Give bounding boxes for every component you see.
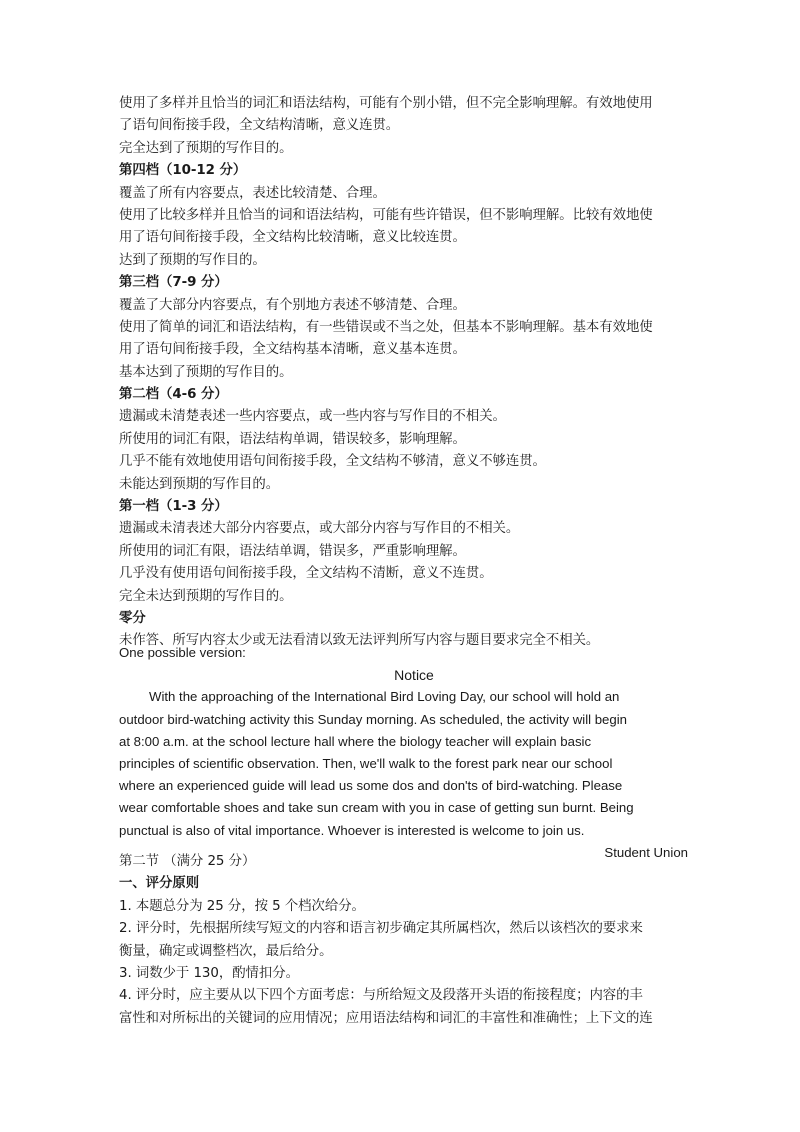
- notice-line: punctual is also of vital importance. Whoever is interested is welcome to join us.: [119, 822, 585, 838]
- notice-line: wear comfortable shoes and take sun cream with you in case of getting sun burnt. Being: [119, 800, 634, 816]
- section2-subheading: 一、评分原则: [119, 876, 200, 892]
- grading-criteria: [119, 93, 689, 653]
- sample-version: [119, 642, 689, 864]
- criteria-line: 覆盖了大部分内容要点，有个别地方表述不够清楚、合理。: [119, 297, 466, 313]
- criteria-line: 未能达到预期的写作目的。: [119, 476, 280, 492]
- section2-heading: 第二节 （满分 25 分）: [119, 854, 256, 869]
- notice-title: Notice: [394, 667, 434, 684]
- criteria-line: 基本达到了预期的写作目的。: [119, 364, 293, 380]
- criteria-line: 完全达到了预期的写作目的。: [119, 140, 293, 156]
- grade4-heading: 第四档（10-12 分）: [119, 163, 247, 179]
- rule-line: 衡量，确定或调整档次，最后给分。: [119, 943, 333, 959]
- criteria-line: 未作答、所写内容太少或无法看清以致无法评判所写内容与题目要求完全不相关。: [119, 633, 600, 649]
- rule-line: 富性和对所标出的关键词的应用情况；应用语法结构和词汇的丰富性和准确性；上下文的连: [119, 1010, 653, 1026]
- notice-line: at 8:00 a.m. at the school lecture hall where the biology teacher will explain basic: [119, 733, 592, 749]
- criteria-line: 所使用的词汇有限，语法结单调，错误多，严重影响理解。: [119, 543, 466, 559]
- criteria-line: 遗漏或未清表述大部分内容要点，或大部分内容与写作目的不相关。: [119, 521, 520, 537]
- criteria-line: 遗漏或未清楚表述一些内容要点，或一些内容与写作目的不相关。: [119, 409, 506, 425]
- criteria-line: 覆盖了所有内容要点，表述比较清楚、合理。: [119, 185, 386, 201]
- sample-intro: One possible version:: [119, 645, 246, 660]
- notice-line: principles of scientific observation. Then, we'll walk to the forest park near our school: [119, 755, 613, 771]
- criteria-line: 使用了比较多样并且恰当的词和语法结构，可能有些许错误，但不影响理解。比较有效地使: [119, 207, 653, 223]
- notice-line: outdoor bird-watching activity this Sunday morning. As scheduled, the activity will begin: [119, 711, 627, 727]
- rule-line: 2. 评分时，先根据所续写短文的内容和语言初步确定其所属档次，然后以该档次的要求来: [119, 921, 643, 937]
- notice-line: With the approaching of the International Bird Loving Day, our school will hold an: [149, 689, 620, 705]
- criteria-line: 用了语句间衔接手段，全文结构比较清晰，意义比较连贯。: [119, 230, 466, 246]
- notice-signature: Student Union: [604, 844, 688, 860]
- criteria-line: 使用了多样并且恰当的词汇和语法结构，可能有个别小错，但不完全影响理解。有效地使用: [119, 96, 653, 111]
- rule-line: 1. 本题总分为 25 分，按 5 个档次给分。: [119, 898, 365, 914]
- criteria-line: 几乎不能有效地使用语句间衔接手段，全文结构不够清，意义不够连贯。: [119, 454, 546, 470]
- criteria-line: 了语句间衔接手段，全文结构清晰，意义连贯。: [119, 118, 400, 134]
- section2: [119, 851, 689, 1030]
- criteria-line: 所使用的词汇有限，语法结构单调，错误较多，影响理解。: [119, 431, 466, 447]
- grade1-heading: 第一档（1-3 分）: [119, 499, 228, 515]
- grade2-heading: 第二档（4-6 分）: [119, 387, 228, 403]
- grade3-heading: 第三档（7-9 分）: [119, 275, 228, 291]
- criteria-line: 达到了预期的写作目的。: [119, 252, 266, 268]
- notice-line: where an experienced guide will lead us some dos and don'ts of bird-watching. Please: [119, 778, 623, 794]
- grade0-heading: 零分: [119, 610, 146, 626]
- criteria-line: 用了语句间衔接手段，全文结构基本清晰，意义基本连贯。: [119, 342, 466, 358]
- rule-line: 3. 词数少于 130，酌情扣分。: [119, 965, 299, 981]
- criteria-line: 几乎没有使用语句间衔接手段，全文结构不清断，意义不连贯。: [119, 566, 493, 582]
- rule-line: 4. 评分时，应主要从以下四个方面考虑：与所给短文及段落开头语的衔接程度；内容的丰: [119, 988, 643, 1004]
- criteria-line: 完全未达到预期的写作目的。: [119, 588, 293, 604]
- criteria-line: 使用了简单的词汇和语法结构，有一些错误或不当之处，但基本不影响理解。基本有效地使: [119, 319, 653, 335]
